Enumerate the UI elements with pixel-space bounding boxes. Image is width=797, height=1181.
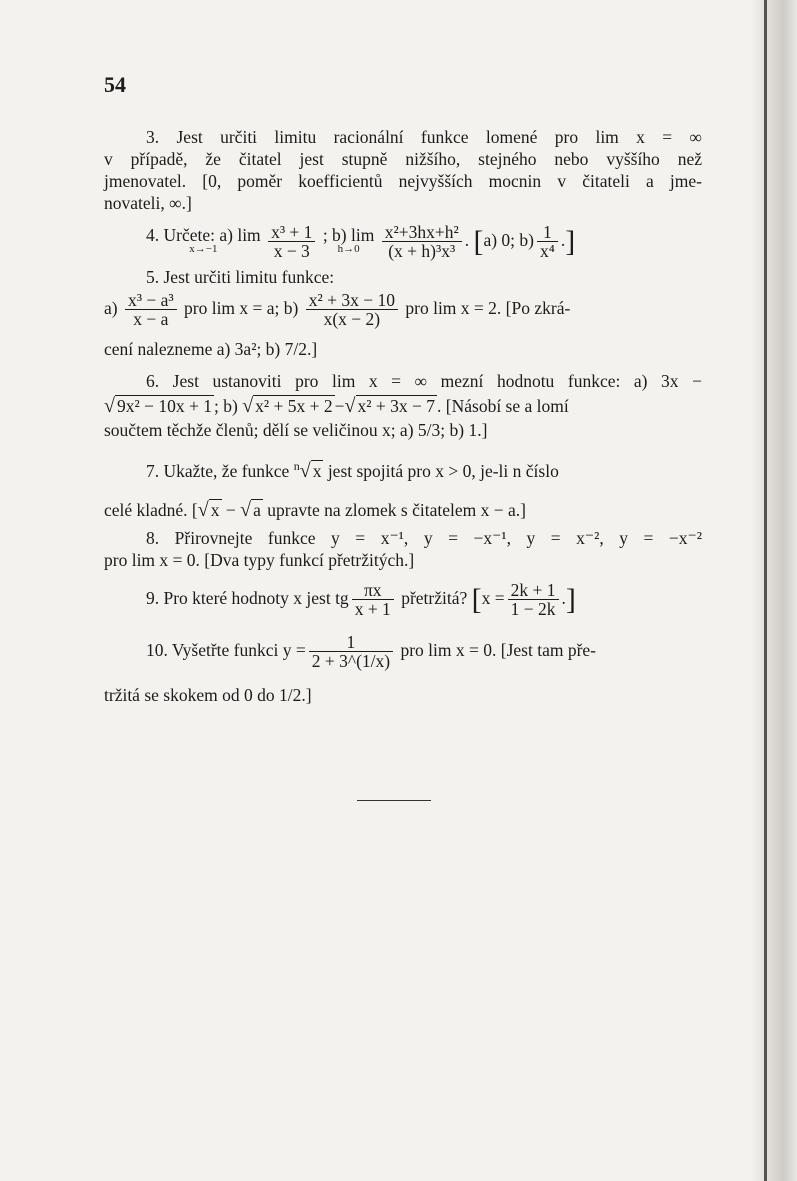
problem-8-line-1: 8. Přirovnejte funkce y = x⁻¹, y = −x⁻¹, y = x⁻², y = −x⁻²	[146, 528, 702, 548]
problem-4-b-label: ; b) lim	[322, 224, 375, 245]
problem-5-a-num: x³ − a³	[125, 291, 177, 310]
problem-5-a-den: x − a	[133, 309, 169, 330]
problem-4-label: 4. Určete: a) lim	[146, 224, 261, 245]
problem-5-a-label: a)	[104, 298, 118, 318]
problem-9: 9. Pro které hodnoty x jest tg $\frac{\pi x}{x + 1}$ přetržitá? [x = $\frac{2k + 1}{1 - 2k}$ .]	[146, 580, 576, 620]
problem-4-frac-a	[268, 223, 315, 260]
problem-7-text-b: jest spojitá pro x > 0, je-li n číslo	[327, 460, 559, 481]
problem-9-den: x + 1	[354, 599, 391, 620]
sqrt-icon: √	[299, 459, 311, 482]
problem-9-ans-num: 2k + 1	[508, 581, 559, 600]
problem-6-note: . [Násobí se a lomí	[437, 396, 569, 416]
problem-4-frac-b	[382, 223, 462, 260]
problem-5-frac-a	[125, 291, 177, 328]
problem-6-radicand-b: x² + 5x + 2	[255, 396, 333, 416]
problem-5-b-den: x(x − 2)	[323, 309, 381, 330]
problem-4: 4. Určete: a) lim x→−1 $\frac{\text{x³ + 1}}{x - 3}$ ; b) lim h→0 $\frac{\text{x²+3hx+h²}}{\text{(x + h)³x³}}$ . [a) 0; b) $\frac{1}{\text{x⁴}}$ .]	[146, 222, 576, 262]
problem-3-line-3: jmenovatel. [0, poměr koefficientů nejvyšších mocnin v čitateli a jme-	[104, 171, 702, 191]
problem-4-answer: a) 0; b)	[483, 230, 534, 250]
problem-9-text-a: 9. Pro které hodnoty x jest tg	[146, 588, 349, 608]
problem-4-lim-a	[146, 224, 261, 256]
problem-3-line-1: 3. Jest určiti limitu racionální funkce lomené pro lim x = ∞	[146, 127, 702, 147]
problem-6-minus: −	[334, 396, 345, 416]
problem-7-radicand-a: a	[253, 500, 261, 520]
problem-6-line-3: součtem těchže členů; dělí se veličinou x; a) 5/3; b) 1.]	[104, 420, 488, 440]
problem-5-mid: pro lim x = a; b)	[184, 298, 299, 318]
problem-10-text-a: 10. Vyšetřte funkci y =	[146, 640, 306, 660]
problem-6-line-1: 6. Jest ustanoviti pro lim x = ∞ mezní hodnotu funkce: a) 3x −	[146, 371, 702, 391]
problem-7-radicand: x	[312, 460, 322, 481]
problem-3-line-2: v případě, že čitatel jest stupně nižšího, stejného nebo vyššího než	[104, 149, 702, 169]
problem-6-line-2	[104, 395, 702, 417]
problem-7-line-2: celé kladné. [√ x − √ a upravte na zlomek s čitatelem x − a.]	[104, 499, 526, 521]
problem-9-ans-den: 1 − 2k	[510, 599, 556, 620]
section-divider	[357, 800, 431, 801]
problem-3-line-4: novateli, ∞.]	[104, 193, 192, 213]
problem-6-radicand-c: x² + 3x − 7	[357, 396, 436, 416]
problem-10-frac	[309, 633, 393, 670]
problem-7-text-c: celé kladné. [	[104, 500, 198, 520]
binding-line	[764, 0, 767, 1181]
bracket-close: ]	[565, 224, 576, 258]
problem-5-line-2	[104, 288, 702, 328]
bracket-close: ]	[565, 582, 576, 616]
problem-4-answer-frac	[537, 223, 558, 260]
problem-10-text-b: pro lim x = 0. [Jest tam pře-	[400, 640, 596, 660]
problem-7-radicand-x: x	[210, 500, 220, 520]
problem-4-a-num: x³ + 1	[268, 223, 315, 242]
page-number: 54	[104, 72, 126, 97]
problem-9-frac	[352, 581, 394, 618]
problem-5-b-num: x² + 3x − 10	[306, 291, 398, 310]
problem-8-line-2: pro lim x = 0. [Dva typy funkcí přetržitých.]	[104, 550, 415, 570]
sqrt-icon: √	[104, 395, 115, 417]
problem-4-a-den: x − 3	[273, 241, 310, 262]
problem-4-lim-b	[322, 224, 375, 256]
problem-5-frac-b	[306, 291, 398, 328]
problem-7-text-a: 7. Ukažte, že funkce	[146, 460, 290, 481]
problem-10-den: 2 + 3^(1/x)	[311, 651, 391, 672]
root-index: n	[293, 459, 300, 473]
problem-7-line-1	[104, 455, 702, 482]
sqrt-icon: √	[242, 395, 254, 417]
problem-4-b-num: x²+3hx+h²	[382, 223, 462, 242]
problem-6-b-label: ; b)	[213, 396, 238, 416]
sqrt-icon: √	[240, 499, 252, 521]
problem-10-line-2: tržitá se skokem od 0 do 1/2.]	[104, 685, 312, 705]
problem-4-b-den: (x + h)³x³	[388, 241, 456, 262]
problem-9-text-b: přetržitá?	[401, 588, 468, 608]
problem-5-title: 5. Jest určiti limitu funkce:	[146, 267, 335, 287]
problem-4-ans-num: 1	[537, 223, 558, 242]
problem-5-line-3: cení nalezneme a) 3a²; b) 7/2.]	[104, 339, 318, 359]
bracket-open: [	[473, 224, 484, 258]
sqrt-icon: √	[197, 499, 209, 521]
page-edge-shadow	[751, 0, 797, 1181]
problem-9-num: πx	[352, 581, 394, 600]
problem-4-ans-den: x⁴	[540, 241, 555, 262]
problem-6-radicand-a: 9x² − 10x + 1	[116, 396, 212, 416]
sqrt-icon: √	[344, 395, 356, 417]
problem-9-answer-frac	[508, 581, 559, 618]
problem-10-num: 1	[309, 633, 393, 652]
problem-7-text-d: upravte na zlomek s čitatelem x − a.]	[267, 500, 526, 520]
problem-9-answer: x =	[481, 588, 505, 608]
problem-4-a-sub: x→−1	[189, 242, 218, 255]
bracket-open: [	[471, 582, 482, 616]
problem-10	[104, 628, 702, 672]
problem-5-tail: pro lim x = 2. [Po zkrá-	[405, 298, 571, 318]
problem-4-b-sub: h→0	[337, 242, 360, 255]
